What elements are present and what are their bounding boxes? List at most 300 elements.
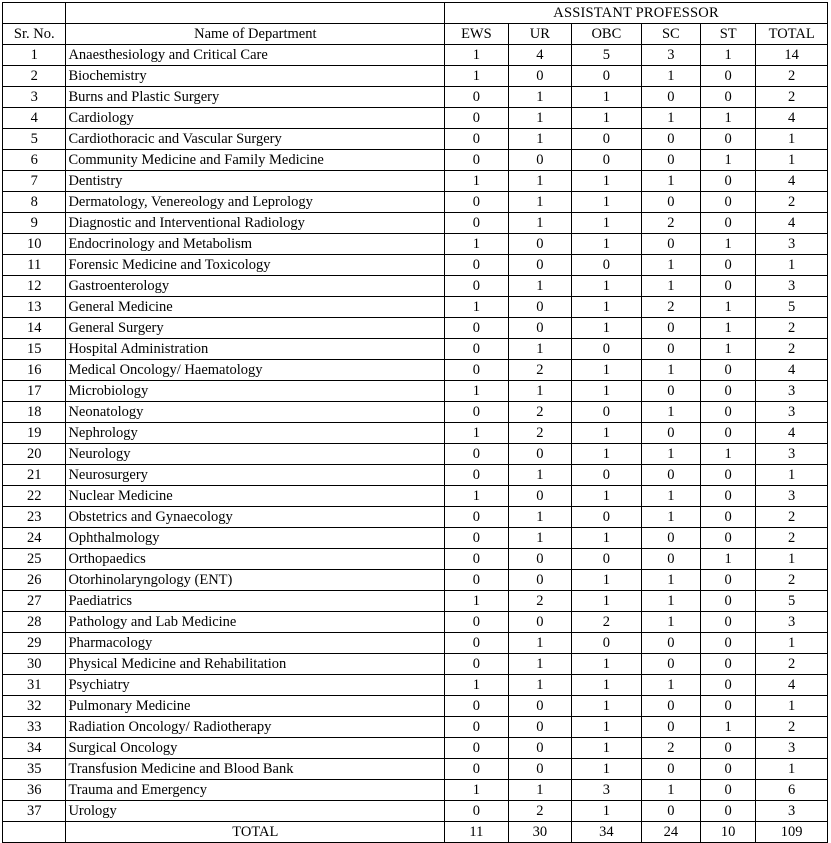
table-row: [3, 234, 828, 255]
table-row: [3, 171, 828, 192]
cell-department: Cardiology: [66, 108, 445, 129]
cell-st: 0: [701, 675, 756, 696]
cell-total: 1: [756, 255, 828, 276]
cell-st: 1: [701, 297, 756, 318]
table-row: [3, 696, 828, 717]
cell-ur: 1: [508, 654, 571, 675]
cell-department: Nuclear Medicine: [66, 486, 445, 507]
cell-sc: 0: [641, 717, 700, 738]
totals-ews: 11: [445, 822, 508, 843]
cell-department: Paediatrics: [66, 591, 445, 612]
table-header: [3, 3, 828, 45]
cell-sr-no: 36: [3, 780, 66, 801]
cell-sr-no: 28: [3, 612, 66, 633]
cell-ews: 0: [445, 129, 508, 150]
cell-sc: 1: [641, 276, 700, 297]
cell-st: 0: [701, 486, 756, 507]
cell-obc: 1: [572, 528, 642, 549]
cell-st: 0: [701, 801, 756, 822]
cell-total: 3: [756, 612, 828, 633]
table-body: [3, 45, 828, 822]
cell-ur: 0: [508, 549, 571, 570]
col-header-st: ST: [701, 24, 756, 45]
cell-ews: 0: [445, 255, 508, 276]
cell-ews: 0: [445, 444, 508, 465]
totals-obc: 34: [572, 822, 642, 843]
cell-obc: 1: [572, 213, 642, 234]
cell-sr-no: 14: [3, 318, 66, 339]
cell-total: 1: [756, 696, 828, 717]
cell-obc: 0: [572, 129, 642, 150]
cell-department: Neonatology: [66, 402, 445, 423]
cell-ur: 0: [508, 66, 571, 87]
cell-ur: 0: [508, 612, 571, 633]
cell-department: Diagnostic and Interventional Radiology: [66, 213, 445, 234]
cell-ews: 0: [445, 633, 508, 654]
cell-ews: 0: [445, 360, 508, 381]
cell-ews: 0: [445, 696, 508, 717]
cell-sc: 2: [641, 213, 700, 234]
totals-spacer: [3, 822, 66, 843]
cell-ews: 0: [445, 759, 508, 780]
header-spacer-dept: [66, 3, 445, 24]
cell-obc: 1: [572, 570, 642, 591]
cell-obc: 1: [572, 108, 642, 129]
totals-ur: 30: [508, 822, 571, 843]
cell-sr-no: 37: [3, 801, 66, 822]
cell-ews: 0: [445, 339, 508, 360]
cell-sc: 0: [641, 801, 700, 822]
cell-st: 0: [701, 402, 756, 423]
cell-department: Burns and Plastic Surgery: [66, 87, 445, 108]
cell-sr-no: 30: [3, 654, 66, 675]
cell-st: 1: [701, 234, 756, 255]
table-row: [3, 717, 828, 738]
cell-st: 0: [701, 192, 756, 213]
cell-sc: 2: [641, 297, 700, 318]
cell-ur: 1: [508, 465, 571, 486]
table-row: [3, 549, 828, 570]
cell-sr-no: 15: [3, 339, 66, 360]
cell-st: 0: [701, 759, 756, 780]
table-row: [3, 66, 828, 87]
cell-sr-no: 5: [3, 129, 66, 150]
cell-ews: 0: [445, 717, 508, 738]
cell-total: 2: [756, 717, 828, 738]
cell-obc: 1: [572, 87, 642, 108]
cell-st: 1: [701, 108, 756, 129]
cell-ews: 0: [445, 465, 508, 486]
cell-sr-no: 11: [3, 255, 66, 276]
cell-sr-no: 29: [3, 633, 66, 654]
table-row: [3, 465, 828, 486]
cell-ews: 1: [445, 45, 508, 66]
cell-total: 4: [756, 360, 828, 381]
cell-department: Neurosurgery: [66, 465, 445, 486]
cell-ews: 1: [445, 171, 508, 192]
cell-ur: 0: [508, 696, 571, 717]
cell-total: 4: [756, 675, 828, 696]
cell-total: 2: [756, 570, 828, 591]
table-row: [3, 801, 828, 822]
cell-st: 1: [701, 549, 756, 570]
cell-obc: 0: [572, 633, 642, 654]
cell-ur: 0: [508, 234, 571, 255]
cell-department: Nephrology: [66, 423, 445, 444]
col-header-obc: OBC: [572, 24, 642, 45]
cell-department: Medical Oncology/ Haematology: [66, 360, 445, 381]
cell-ur: 0: [508, 486, 571, 507]
cell-sc: 1: [641, 444, 700, 465]
cell-sc: 3: [641, 45, 700, 66]
cell-ews: 0: [445, 570, 508, 591]
cell-obc: 0: [572, 402, 642, 423]
cell-ur: 2: [508, 402, 571, 423]
cell-ur: 1: [508, 192, 571, 213]
cell-st: 0: [701, 276, 756, 297]
cell-obc: 1: [572, 444, 642, 465]
table-row: [3, 213, 828, 234]
cell-total: 1: [756, 549, 828, 570]
cell-ur: 0: [508, 255, 571, 276]
cell-sr-no: 13: [3, 297, 66, 318]
cell-ur: 1: [508, 507, 571, 528]
table-row: [3, 654, 828, 675]
cell-department: Radiation Oncology/ Radiotherapy: [66, 717, 445, 738]
cell-obc: 3: [572, 780, 642, 801]
cell-ews: 1: [445, 66, 508, 87]
cell-ur: 1: [508, 108, 571, 129]
cell-sc: 1: [641, 402, 700, 423]
cell-obc: 1: [572, 297, 642, 318]
cell-ews: 0: [445, 507, 508, 528]
table-row: [3, 528, 828, 549]
cell-department: Physical Medicine and Rehabilitation: [66, 654, 445, 675]
cell-total: 5: [756, 591, 828, 612]
cell-department: Psychiatry: [66, 675, 445, 696]
cell-ur: 0: [508, 150, 571, 171]
cell-total: 2: [756, 528, 828, 549]
cell-sr-no: 9: [3, 213, 66, 234]
table-row: [3, 297, 828, 318]
cell-st: 0: [701, 780, 756, 801]
cell-sr-no: 3: [3, 87, 66, 108]
cell-sc: 1: [641, 255, 700, 276]
totals-grand-total: 109: [756, 822, 828, 843]
cell-sr-no: 18: [3, 402, 66, 423]
col-header-sr-no: Sr. No.: [3, 24, 66, 45]
cell-sr-no: 7: [3, 171, 66, 192]
cell-st: 0: [701, 507, 756, 528]
cell-total: 1: [756, 633, 828, 654]
cell-department: Forensic Medicine and Toxicology: [66, 255, 445, 276]
cell-sr-no: 1: [3, 45, 66, 66]
cell-sr-no: 10: [3, 234, 66, 255]
cell-ur: 2: [508, 423, 571, 444]
cell-sr-no: 6: [3, 150, 66, 171]
cell-ews: 0: [445, 528, 508, 549]
cell-st: 0: [701, 255, 756, 276]
cell-st: 0: [701, 612, 756, 633]
cell-sr-no: 34: [3, 738, 66, 759]
cell-total: 2: [756, 66, 828, 87]
cell-ur: 1: [508, 87, 571, 108]
cell-ews: 0: [445, 612, 508, 633]
cell-total: 2: [756, 339, 828, 360]
table-row: [3, 780, 828, 801]
cell-obc: 1: [572, 717, 642, 738]
cell-department: Obstetrics and Gynaecology: [66, 507, 445, 528]
cell-sr-no: 21: [3, 465, 66, 486]
cell-department: Biochemistry: [66, 66, 445, 87]
cell-sc: 0: [641, 150, 700, 171]
cell-sc: 1: [641, 780, 700, 801]
cell-sc: 1: [641, 675, 700, 696]
cell-department: General Medicine: [66, 297, 445, 318]
totals-sc: 24: [641, 822, 700, 843]
cell-total: 2: [756, 654, 828, 675]
cell-ews: 0: [445, 549, 508, 570]
cell-total: 4: [756, 423, 828, 444]
cell-ews: 0: [445, 213, 508, 234]
cell-st: 0: [701, 129, 756, 150]
cell-sr-no: 16: [3, 360, 66, 381]
cell-department: Otorhinolaryngology (ENT): [66, 570, 445, 591]
cell-total: 3: [756, 234, 828, 255]
cell-obc: 0: [572, 150, 642, 171]
cell-obc: 1: [572, 591, 642, 612]
cell-obc: 5: [572, 45, 642, 66]
cell-st: 0: [701, 696, 756, 717]
cell-total: 2: [756, 87, 828, 108]
table-footer: [3, 822, 828, 843]
cell-total: 2: [756, 318, 828, 339]
cell-department: Gastroenterology: [66, 276, 445, 297]
cell-sr-no: 19: [3, 423, 66, 444]
table-row: [3, 486, 828, 507]
cell-ews: 0: [445, 801, 508, 822]
cell-st: 0: [701, 171, 756, 192]
cell-ur: 1: [508, 339, 571, 360]
cell-sr-no: 24: [3, 528, 66, 549]
cell-sc: 2: [641, 738, 700, 759]
cell-total: 3: [756, 801, 828, 822]
cell-ur: 1: [508, 381, 571, 402]
table-row: [3, 276, 828, 297]
cell-st: 0: [701, 465, 756, 486]
cell-obc: 1: [572, 192, 642, 213]
cell-ews: 1: [445, 486, 508, 507]
cell-obc: 1: [572, 423, 642, 444]
cell-sc: 0: [641, 318, 700, 339]
cell-department: Pharmacology: [66, 633, 445, 654]
cell-department: General Surgery: [66, 318, 445, 339]
cell-total: 5: [756, 297, 828, 318]
cell-department: Urology: [66, 801, 445, 822]
cell-sr-no: 17: [3, 381, 66, 402]
cell-sc: 0: [641, 633, 700, 654]
cell-obc: 1: [572, 360, 642, 381]
cell-department: Microbiology: [66, 381, 445, 402]
cell-ur: 1: [508, 780, 571, 801]
cell-total: 4: [756, 108, 828, 129]
table-row: [3, 675, 828, 696]
cell-sc: 0: [641, 696, 700, 717]
cell-total: 3: [756, 381, 828, 402]
cell-ur: 1: [508, 276, 571, 297]
table-row: [3, 423, 828, 444]
totals-label: TOTAL: [66, 822, 445, 843]
cell-ur: 1: [508, 213, 571, 234]
cell-sr-no: 25: [3, 549, 66, 570]
cell-sc: 1: [641, 486, 700, 507]
cell-sc: 0: [641, 423, 700, 444]
cell-obc: 0: [572, 255, 642, 276]
table-row: [3, 45, 828, 66]
table-row: [3, 129, 828, 150]
table-row: [3, 759, 828, 780]
cell-sc: 0: [641, 465, 700, 486]
cell-department: Trauma and Emergency: [66, 780, 445, 801]
cell-sr-no: 35: [3, 759, 66, 780]
cell-ur: 1: [508, 675, 571, 696]
table-header-group-row: [3, 3, 828, 24]
cell-st: 1: [701, 717, 756, 738]
col-header-ur: UR: [508, 24, 571, 45]
cell-obc: 0: [572, 507, 642, 528]
table-row: [3, 612, 828, 633]
cell-total: 3: [756, 402, 828, 423]
cell-department: Community Medicine and Family Medicine: [66, 150, 445, 171]
cell-sr-no: 26: [3, 570, 66, 591]
cell-ur: 0: [508, 318, 571, 339]
cell-ews: 0: [445, 402, 508, 423]
document-page: [0, 2, 831, 840]
cell-obc: 1: [572, 675, 642, 696]
cell-sc: 0: [641, 654, 700, 675]
col-header-ews: EWS: [445, 24, 508, 45]
cell-sc: 0: [641, 528, 700, 549]
column-group-assistant-professor: ASSISTANT PROFESSOR: [445, 3, 828, 24]
cell-sc: 1: [641, 591, 700, 612]
cell-ur: 0: [508, 738, 571, 759]
cell-department: Anaesthesiology and Critical Care: [66, 45, 445, 66]
cell-total: 3: [756, 276, 828, 297]
cell-st: 1: [701, 339, 756, 360]
cell-sr-no: 23: [3, 507, 66, 528]
cell-sr-no: 12: [3, 276, 66, 297]
cell-ews: 0: [445, 276, 508, 297]
cell-total: 1: [756, 759, 828, 780]
header-spacer-sr: [3, 3, 66, 24]
cell-obc: 1: [572, 171, 642, 192]
cell-ur: 1: [508, 528, 571, 549]
cell-st: 0: [701, 738, 756, 759]
cell-department: Cardiothoracic and Vascular Surgery: [66, 129, 445, 150]
cell-sc: 1: [641, 360, 700, 381]
cell-ews: 1: [445, 591, 508, 612]
cell-ews: 0: [445, 318, 508, 339]
cell-ews: 1: [445, 297, 508, 318]
cell-sr-no: 31: [3, 675, 66, 696]
table-row: [3, 507, 828, 528]
cell-sr-no: 32: [3, 696, 66, 717]
cell-ews: 1: [445, 780, 508, 801]
table-row: [3, 255, 828, 276]
cell-total: 3: [756, 486, 828, 507]
cell-sc: 1: [641, 612, 700, 633]
cell-obc: 0: [572, 549, 642, 570]
cell-department: Ophthalmology: [66, 528, 445, 549]
table-row: [3, 108, 828, 129]
cell-total: 4: [756, 171, 828, 192]
cell-department: Endocrinology and Metabolism: [66, 234, 445, 255]
cell-obc: 0: [572, 339, 642, 360]
cell-total: 1: [756, 129, 828, 150]
col-header-total: TOTAL: [756, 24, 828, 45]
cell-st: 1: [701, 45, 756, 66]
cell-total: 3: [756, 738, 828, 759]
cell-ur: 0: [508, 759, 571, 780]
cell-obc: 0: [572, 465, 642, 486]
cell-total: 14: [756, 45, 828, 66]
cell-sr-no: 27: [3, 591, 66, 612]
cell-ur: 1: [508, 129, 571, 150]
table-row: [3, 360, 828, 381]
table-row: [3, 633, 828, 654]
cell-total: 6: [756, 780, 828, 801]
cell-st: 0: [701, 360, 756, 381]
table-column-header-row: [3, 24, 828, 45]
cell-ews: 0: [445, 150, 508, 171]
cell-ews: 0: [445, 192, 508, 213]
cell-sr-no: 4: [3, 108, 66, 129]
vacancy-table: [2, 2, 828, 843]
cell-ews: 1: [445, 381, 508, 402]
cell-sc: 0: [641, 87, 700, 108]
table-row: [3, 339, 828, 360]
cell-obc: 1: [572, 738, 642, 759]
cell-department: Surgical Oncology: [66, 738, 445, 759]
cell-ur: 0: [508, 444, 571, 465]
cell-ur: 4: [508, 45, 571, 66]
table-row: [3, 591, 828, 612]
cell-st: 1: [701, 318, 756, 339]
cell-ur: 1: [508, 633, 571, 654]
cell-sc: 1: [641, 171, 700, 192]
cell-ur: 0: [508, 717, 571, 738]
table-row: [3, 402, 828, 423]
cell-sc: 0: [641, 192, 700, 213]
cell-st: 1: [701, 150, 756, 171]
cell-department: Transfusion Medicine and Blood Bank: [66, 759, 445, 780]
cell-department: Dermatology, Venereology and Leprology: [66, 192, 445, 213]
cell-obc: 1: [572, 696, 642, 717]
table-row: [3, 150, 828, 171]
totals-st: 10: [701, 822, 756, 843]
cell-total: 1: [756, 465, 828, 486]
table-row: [3, 192, 828, 213]
cell-ur: 2: [508, 360, 571, 381]
cell-st: 0: [701, 213, 756, 234]
cell-obc: 2: [572, 612, 642, 633]
col-header-sc: SC: [641, 24, 700, 45]
cell-st: 1: [701, 444, 756, 465]
cell-ur: 0: [508, 570, 571, 591]
cell-sc: 0: [641, 129, 700, 150]
cell-ews: 1: [445, 675, 508, 696]
cell-sr-no: 22: [3, 486, 66, 507]
